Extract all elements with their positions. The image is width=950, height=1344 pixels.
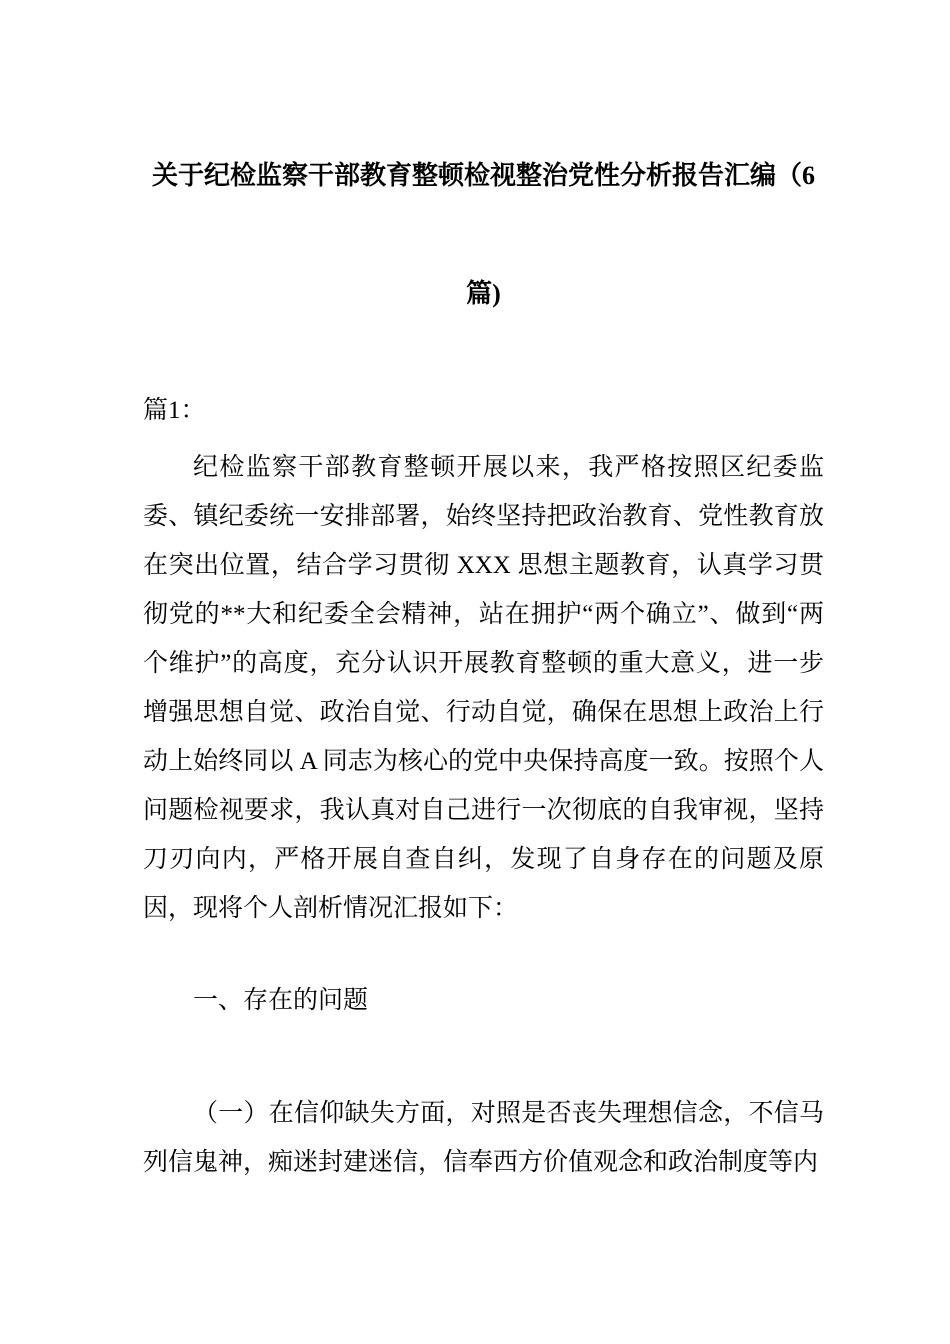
body-paragraph-2: （一）在信仰缺失方面，对照是否丧失理想信念，不信马列信鬼神，痴迷封建迷信，信奉西方价值观念和政治制度等内 [143,1100,824,1176]
document-title-line-1: 关于纪检监察干部教育整顿检视整治党性分析报告汇编（6 [151,161,815,190]
document-title-line-2: 篇) [466,279,501,308]
document-title [143,117,824,353]
body-paragraph-1: 纪检监察干部教育整顿开展以来，我严格按照区纪委监委、镇纪委统一安排部署，始终坚持把政治教育、党性教育放在突出位置，结合学习贯彻 XXX 思想主题教育，认真学习贯彻党的**大和纪委全会精神，站在拥护“两个确立”、做到“两个维护”的高度，充分认识开展教育整顿的重大意义，进一步增强思想自觉、政治自觉、行动自觉，确保在思想上政治上行动上始终同以 A 同志为核心的党中央保持高度一致。按照个人问题检视要求，我认真对自己进行一次彻底的自我审视，坚持刀刃向内，严格开展自查自纠，发现了自身存在的问题及原因，现将个人剖析情况汇报如下： [143,454,824,922]
section-heading-existing-problems: 一、存在的问题 [193,987,369,1014]
piece-label: 篇1： [143,397,206,424]
